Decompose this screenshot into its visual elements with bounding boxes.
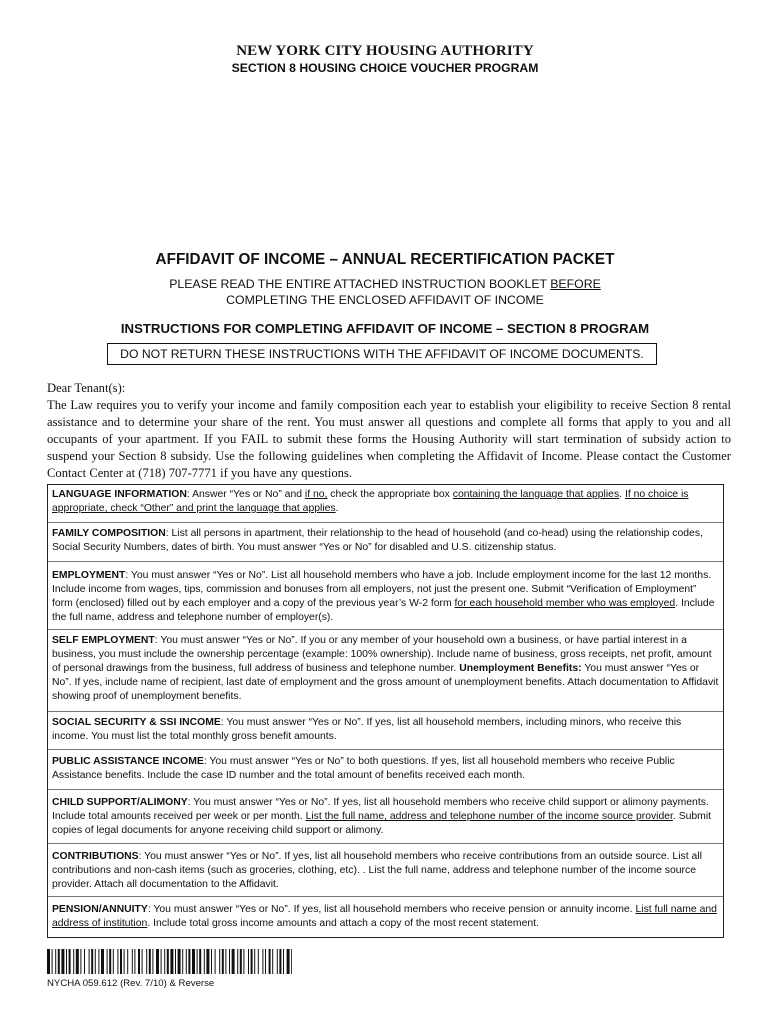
barcode-bar [291,949,292,974]
section-text: . [335,503,339,514]
barcode-bar [258,949,259,974]
section-underline: List full name and address of institution [52,904,717,929]
barcode-bar [206,949,209,974]
barcode-bar [262,949,263,974]
section-text: . [619,489,625,500]
section-text: : You must answer “Yes or No”. If you or any member of your household own a business, or have partial interest in a business, you must include the ownership percentage (example: 100% ownership). Include name of business, gross receipts, net profit, amount of personal drawings from the business, full address of business and telephone number. [52,635,712,674]
section-divider [48,711,723,712]
section-text: . Submit copies of legal documents for anyone receiving child support or alimony. [52,811,712,836]
section-text: : You must answer “Yes or No”. If yes, list all household members who receive child support or alimony payments. Include total amounts received per week or per month. [52,797,709,822]
barcode-bar [55,949,56,974]
barcode-bar [89,949,90,974]
section-family-composition [52,527,719,555]
section-divider [48,896,723,897]
agency-name: NEW YORK CITY HOUSING AUTHORITY [236,43,534,59]
barcode-bar [167,949,169,974]
section-public-assistance [52,755,719,783]
barcode-bar [188,949,190,974]
barcode-bar [161,949,162,974]
section-text: : You must answer “Yes or No”. If yes, list all household members, including minors, who receive this income. You must list the total monthly gross benefit amounts. [52,717,682,742]
section-divider [48,629,723,630]
intro-paragraph: The Law requires you to verify your income and family composition each year to establish your eligibility to receive Section 8 rental assistance and to determine your share of the rent. You must answer all questions and complete all forms that apply to you and all occupants of your apartment. If you FAIL to submit these forms the Housing Authority will start termination of subsidy action to suspend your Section 8 subsidy. Use the following guidelines when completing the Affidavit of Income. Please contact the Customer Contact Center at (718) 707-7771 if you have any questions. [47,398,731,480]
section-social-security [52,716,719,744]
barcode-bar [101,949,104,974]
barcode-bar [269,949,271,974]
barcode-bar [152,949,153,974]
barcode-bar [134,949,135,974]
section-heading: SELF EMPLOYMENT [52,635,155,646]
barcode-bar [164,949,165,974]
barcode-bar [58,949,60,974]
barcode-bar [138,949,140,974]
barcode-icon [47,949,292,974]
form-number: NYCHA 059.612 (Rev. 7/10) & Reverse [47,978,215,989]
section-text: : You must answer “Yes or No”. If yes, list all household members who receive pension or annuity income. [147,904,636,915]
barcode-bar [170,949,173,974]
barcode-bar [69,949,71,974]
barcode-bar [186,949,187,974]
section-divider [48,561,723,562]
section-employment [52,569,719,625]
barcode-bar [146,949,147,974]
barcode-bar [149,949,151,974]
read-instruction-line-2: COMPLETING THE ENCLOSED AFFIDAVIT OF INCOME [226,293,544,307]
instruction-sections [47,484,724,938]
section-heading: LANGUAGE INFORMATION [52,489,187,500]
barcode-bar [199,949,201,974]
section-underline: If no choice is appropriate, check “Other” and print the language that applies [52,489,689,514]
barcode-bar [66,949,67,974]
barcode-bar [229,949,230,974]
section-underline: List the full name, address and telephone number of the income source provider [305,811,673,822]
barcode-bar [215,949,216,974]
section-divider [48,843,723,844]
section-heading: EMPLOYMENT [52,570,126,581]
barcode-bar [120,949,122,974]
barcode-bar [287,949,290,974]
barcode-bar [107,949,108,974]
section-heading: SOCIAL SECURITY & SSI INCOME [52,717,221,728]
section-divider [48,749,723,750]
barcode-bar [80,949,81,974]
barcode-bar [222,949,224,974]
barcode-bar [192,949,195,974]
salutation: Dear Tenant(s): [47,381,126,395]
barcode-bar [142,949,143,974]
section-text: : Answer “Yes or No” and [186,489,305,500]
program-name: SECTION 8 HOUSING CHOICE VOUCHER PROGRAM [231,61,539,75]
barcode-bar [254,949,255,974]
barcode-bar [182,949,183,974]
barcode-bar [132,949,133,974]
section-text: check the appropriate box [327,489,453,500]
form-title: AFFIDAVIT OF INCOME – ANNUAL RECERTIFICATION PACKET [155,251,615,268]
barcode-bar [204,949,205,974]
barcode-bar [251,949,253,974]
barcode-bar [73,949,74,974]
barcode-bar [76,949,79,974]
barcode-bar [237,949,238,974]
section-self-employment [52,634,719,704]
instructions-title: INSTRUCTIONS FOR COMPLETING AFFIDAVIT OF INCOME – SECTION 8 PROGRAM [120,321,650,336]
barcode-bar [109,949,111,974]
section-text: . Include the full name, address and telephone number of employer(s). [52,598,715,623]
section-heading: CHILD SUPPORT/ALIMONY [52,797,188,808]
section-contributions [52,850,719,892]
section-child-support [52,796,719,838]
section-text: : List all persons in apartment, their relationship to the head of household (and co-head) using the relationship codes, Social Security Numbers, dates of birth. You must answer “Yes or No” for disabled and U.S. citizenship status. [52,528,703,553]
barcode-bar [225,949,226,974]
barcode-bar [47,949,50,974]
barcode-bar [98,949,99,974]
section-language [52,488,719,516]
barcode-bar [84,949,85,974]
barcode-bar [95,949,96,974]
section-text: You must answer “Yes or No”. If yes, include name of recipient, last date of employment and the gross amount of unemployment benefits. Attach documentation to Affidavit showing proof of unemployment benefits. [52,663,719,702]
barcode-bar [219,949,220,974]
barcode-bar [52,949,53,974]
barcode-bar [277,949,278,974]
barcode-bar [127,949,128,974]
barcode-bar [272,949,273,974]
barcode-bar [211,949,212,974]
notice-box: DO NOT RETURN THESE INSTRUCTIONS WITH THE AFFIDAVIT OF INCOME DOCUMENTS. [107,343,657,365]
section-text: : You must answer “Yes or No” to both questions. If yes, list all household members who receive Public Assistance benefits. Include the case ID number and the total amount of benefits received each month. [52,756,675,781]
read-instruction-prefix: PLEASE READ THE ENTIRE ATTACHED INSTRUCTION BOOKLET [169,277,551,291]
section-heading: PUBLIC ASSISTANCE INCOME [52,756,204,767]
barcode-bar [197,949,198,974]
barcode-bar [243,949,244,974]
read-instruction-line-1 [0,277,770,291]
section-divider [48,522,723,523]
barcode-bar [175,949,176,974]
barcode-bar [91,949,93,974]
barcode-bar [283,949,284,974]
section-heading: CONTRIBUTIONS [52,851,139,862]
barcode-bar [248,949,249,974]
section-text: : You must answer “Yes or No”. List all household members who have a job. Include employment income for the last 12 months. Include income from wages, tips, commission and bonuses from all employers, not just the present one. Submit “Verification of Employment” form (enclosed) filled out by each employer and a copy of the previous year’s W-2 form [52,570,712,609]
section-text: . Include total gross income amounts and attach a copy of the most recent statement. [147,918,539,929]
section-underline: for each household member who was employed [454,598,676,609]
section-subheading: Unemployment Benefits: [459,663,582,674]
section-divider [48,789,723,790]
barcode-bar [61,949,64,974]
section-underline: if no, [304,489,328,500]
barcode-bar [279,949,281,974]
barcode-bar [232,949,235,974]
barcode-bar [113,949,114,974]
section-heading: FAMILY COMPOSITION [52,528,166,539]
barcode-bar [124,949,125,974]
section-pension [52,903,719,931]
barcode-bar [178,949,181,974]
barcode-bar [117,949,118,974]
barcode-bar [265,949,266,974]
barcode-bar [240,949,242,974]
section-heading: PENSION/ANNUITY [52,904,148,915]
barcode-bar [156,949,159,974]
section-text: : You must answer “Yes or No”. If yes, list all household members who receive contributions from an outside source. List all contributions and non-cash items (such as groceries, clothing, etc). . List the full name, address and telephone number of the income source provider. Attach all documentation to the Affidavit. [52,851,702,890]
read-instruction-emphasis: BEFORE [550,277,601,291]
section-underline: containing the language that applies [452,489,620,500]
